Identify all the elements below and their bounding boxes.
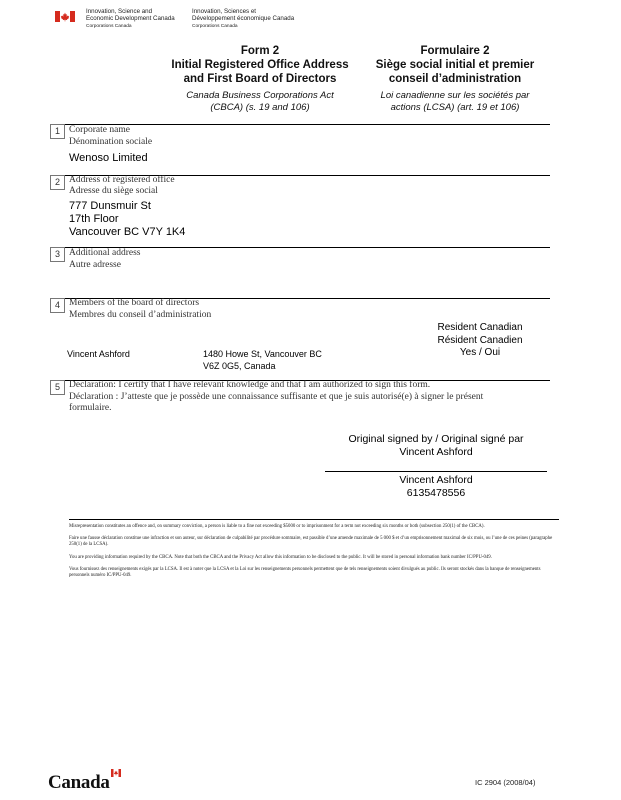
title-french [355,44,555,114]
legal-note: You are providing information required by the CBCA. Note that both the CBCA and the Privacy Act allow this information to be disclosed to the public. It will be stored in personal information bank number IC/PPU-049. [69,554,492,560]
field-label-en: Additional address [69,248,141,258]
declaration-fr: formulaire. [69,403,112,413]
field-label-fr: Autre adresse [69,260,121,270]
form-title-line: Siège social initial et premier [375,59,535,71]
corporate-name-value: Wenoso Limited [69,152,148,164]
registered-office-address [69,200,185,239]
department-sub: Corporations Canada [192,23,238,29]
act-reference: (CBCA) (s. 19 and 106) [210,102,310,113]
department-name-fr [192,8,294,30]
department-line: Economic Development Canada [86,15,175,23]
signer-name: Vincent Ashford [399,445,473,458]
resident-canadian-header [420,322,540,360]
form-title-line: and First Board of Directors [183,73,337,85]
signature-line [325,471,547,472]
section-number: 3 [50,247,65,262]
resident-value: Yes / Oui [459,347,501,358]
director-name: Vincent Ashford [67,349,130,359]
form-code: IC 2904 (2008/04) [475,778,536,787]
address-line: 777 Dunsmuir St [69,200,151,212]
declaration-text [69,380,549,415]
section-number: 5 [50,380,65,395]
canada-flag-icon [55,11,75,22]
title-english [160,44,360,114]
legal-note: Vous fournissez des renseignements exigés par la LCSA. Il est à noter que la LCSA et la Loi sur les renseignements personnels permettent que de tels renseignements soient divulgués au public. Ils seront stockés dans la banque de renseignements personnels numéro IC/PPU-049. [69,566,541,579]
signer-details [325,474,547,499]
field-label-fr: Dénomination sociale [69,137,153,147]
section-number: 2 [50,175,65,190]
declaration-en: Declaration: I certify that I have relevant knowledge and that I am authorized to sign this form. [69,380,431,390]
form-number: Form 2 [240,45,280,57]
form-title-line: conseil d’administration [388,73,522,85]
signer-phone: 6135478556 [406,486,466,499]
field-label-fr: Membres du conseil d’administration [69,310,212,320]
address-line: Vancouver BC V7Y 1K4 [69,226,186,238]
signature-statement [325,433,547,458]
department-line: Développement économique Canada [192,15,295,23]
department-name-en [86,8,175,30]
field-label-en: Members of the board of directors [69,298,200,308]
act-reference: Loi canadienne sur les sociétés par [380,90,530,101]
declaration-fr: Déclaration : J’atteste que je possède une connaissance suffisante et que je suis autorisé(e) à signer le présent [69,391,484,402]
field-label-fr: Adresse du siège social [69,186,158,196]
director-address-line: 1480 Howe St, Vancouver BC [203,349,322,359]
wordmark-text: Canada [48,772,110,793]
canada-wordmark [48,772,110,794]
section-number: 4 [50,298,65,313]
form-title-line: Initial Registered Office Address [171,59,349,71]
legal-notes [69,524,559,585]
signer-name-printed: Vincent Ashford [399,474,473,486]
act-reference: Canada Business Corporations Act [186,90,334,101]
resident-header-line: Résident Canadien [437,334,523,346]
notes-divider [69,519,559,520]
director-address-line: V6Z 0G5, Canada [203,361,276,371]
section-number: 1 [50,124,65,139]
signed-by-label: Original signed by / Original signé par [348,433,524,445]
resident-header-line: Resident Canadian [437,322,523,333]
director-address [203,348,322,372]
department-sub: Corporations Canada [86,23,132,29]
department-line: Innovation, Sciences et [192,8,256,15]
wordmark-flag-icon [111,769,121,777]
form-number: Formulaire 2 [420,45,490,57]
field-label-en: Corporate name [69,125,130,135]
address-line: 17th Floor [69,213,119,225]
act-reference: actions (LCSA) (art. 19 et 106) [390,102,520,113]
legal-note: Faire une fausse déclaration constitue une infraction et son auteur, sur déclaration de culpabilité par procédure sommaire, est passible d’une amende maximale de 5 000 $ et d’un emprisonnement maximal de six mois, ou l’une de ces peines (paragraphe 250(1) de la LCSA). [69,536,553,548]
field-label-en: Address of registered office [69,175,175,185]
department-line: Innovation, Science and [86,8,153,15]
legal-note: Misrepresentation constitutes an offence and, on summary conviction, a person is liable to a fine not exceeding $5000 or to imprisonment for a term not exceeding six months or both (subsection 250(1) of the CBCA). [69,524,485,529]
